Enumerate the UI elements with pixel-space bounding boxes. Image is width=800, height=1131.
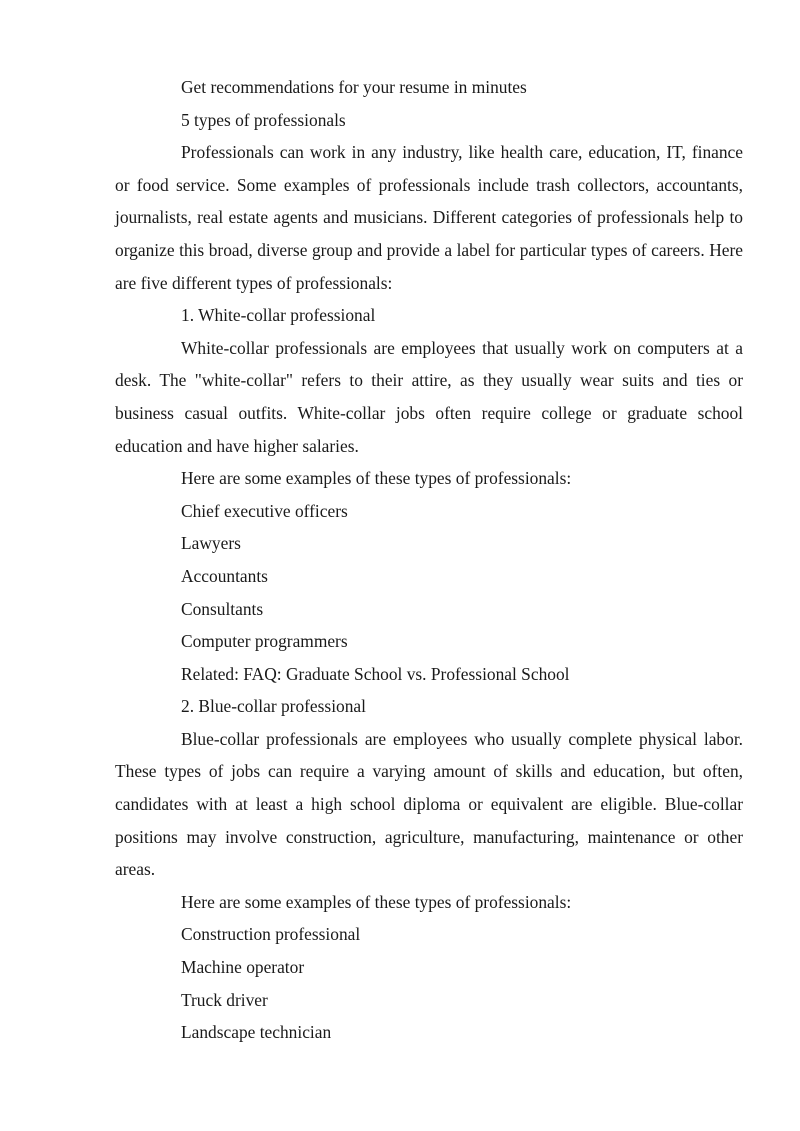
section1-heading: 1. White-collar professional: [181, 305, 376, 326]
list-item: Accountants: [181, 565, 268, 586]
section2-heading: 2. Blue-collar professional: [181, 696, 366, 717]
recommendation-line: Get recommendations for your resume in minutes: [181, 77, 527, 97]
related-link: Related: FAQ: Graduate School vs. Professional School: [181, 663, 570, 684]
list-item: Chief executive officers: [181, 500, 348, 521]
section1-examples-intro: Here are some examples of these types of professionals:: [181, 468, 572, 489]
list-item: Construction professional: [181, 924, 361, 945]
list-item: Machine operator: [181, 957, 305, 978]
section2-paragraph: Blue-collar professionals are employees who usually complete physical labor. These types of jobs can require a varying amount of skills and education, but often, candidates with at least a high school diploma or equivalent are eligible. Blue-collar positions may involve construction, agriculture, manufacturing, maintenance or other areas.: [115, 728, 743, 880]
section2-examples-intro: Here are some examples of these types of professionals:: [181, 891, 572, 912]
intro-paragraph: Professionals can work in any industry, like health care, education, IT, finance or food service. Some examples of professionals include trash collectors, accountants, journalists, real estate agents and musicians. Different categories of professionals help to organize this broad, diverse group and provide a label for particular types of careers. Here are five different types of professionals:: [115, 142, 743, 293]
list-item: Consultants: [181, 598, 264, 619]
document-body: [115, 71, 743, 1049]
section1-paragraph: White-collar professionals are employees that usually work on computers at a desk. The "white-collar" refers to their attire, as they usually wear suits and ties or business casual outfits. White-collar jobs often require college or graduate school education and have higher salaries.: [115, 337, 743, 456]
list-item: Lawyers: [181, 533, 241, 554]
list-item: Computer programmers: [181, 631, 348, 652]
list-item: Truck driver: [181, 989, 268, 1010]
list-item: Landscape technician: [181, 1022, 332, 1043]
section-title: 5 types of professionals: [181, 109, 346, 130]
